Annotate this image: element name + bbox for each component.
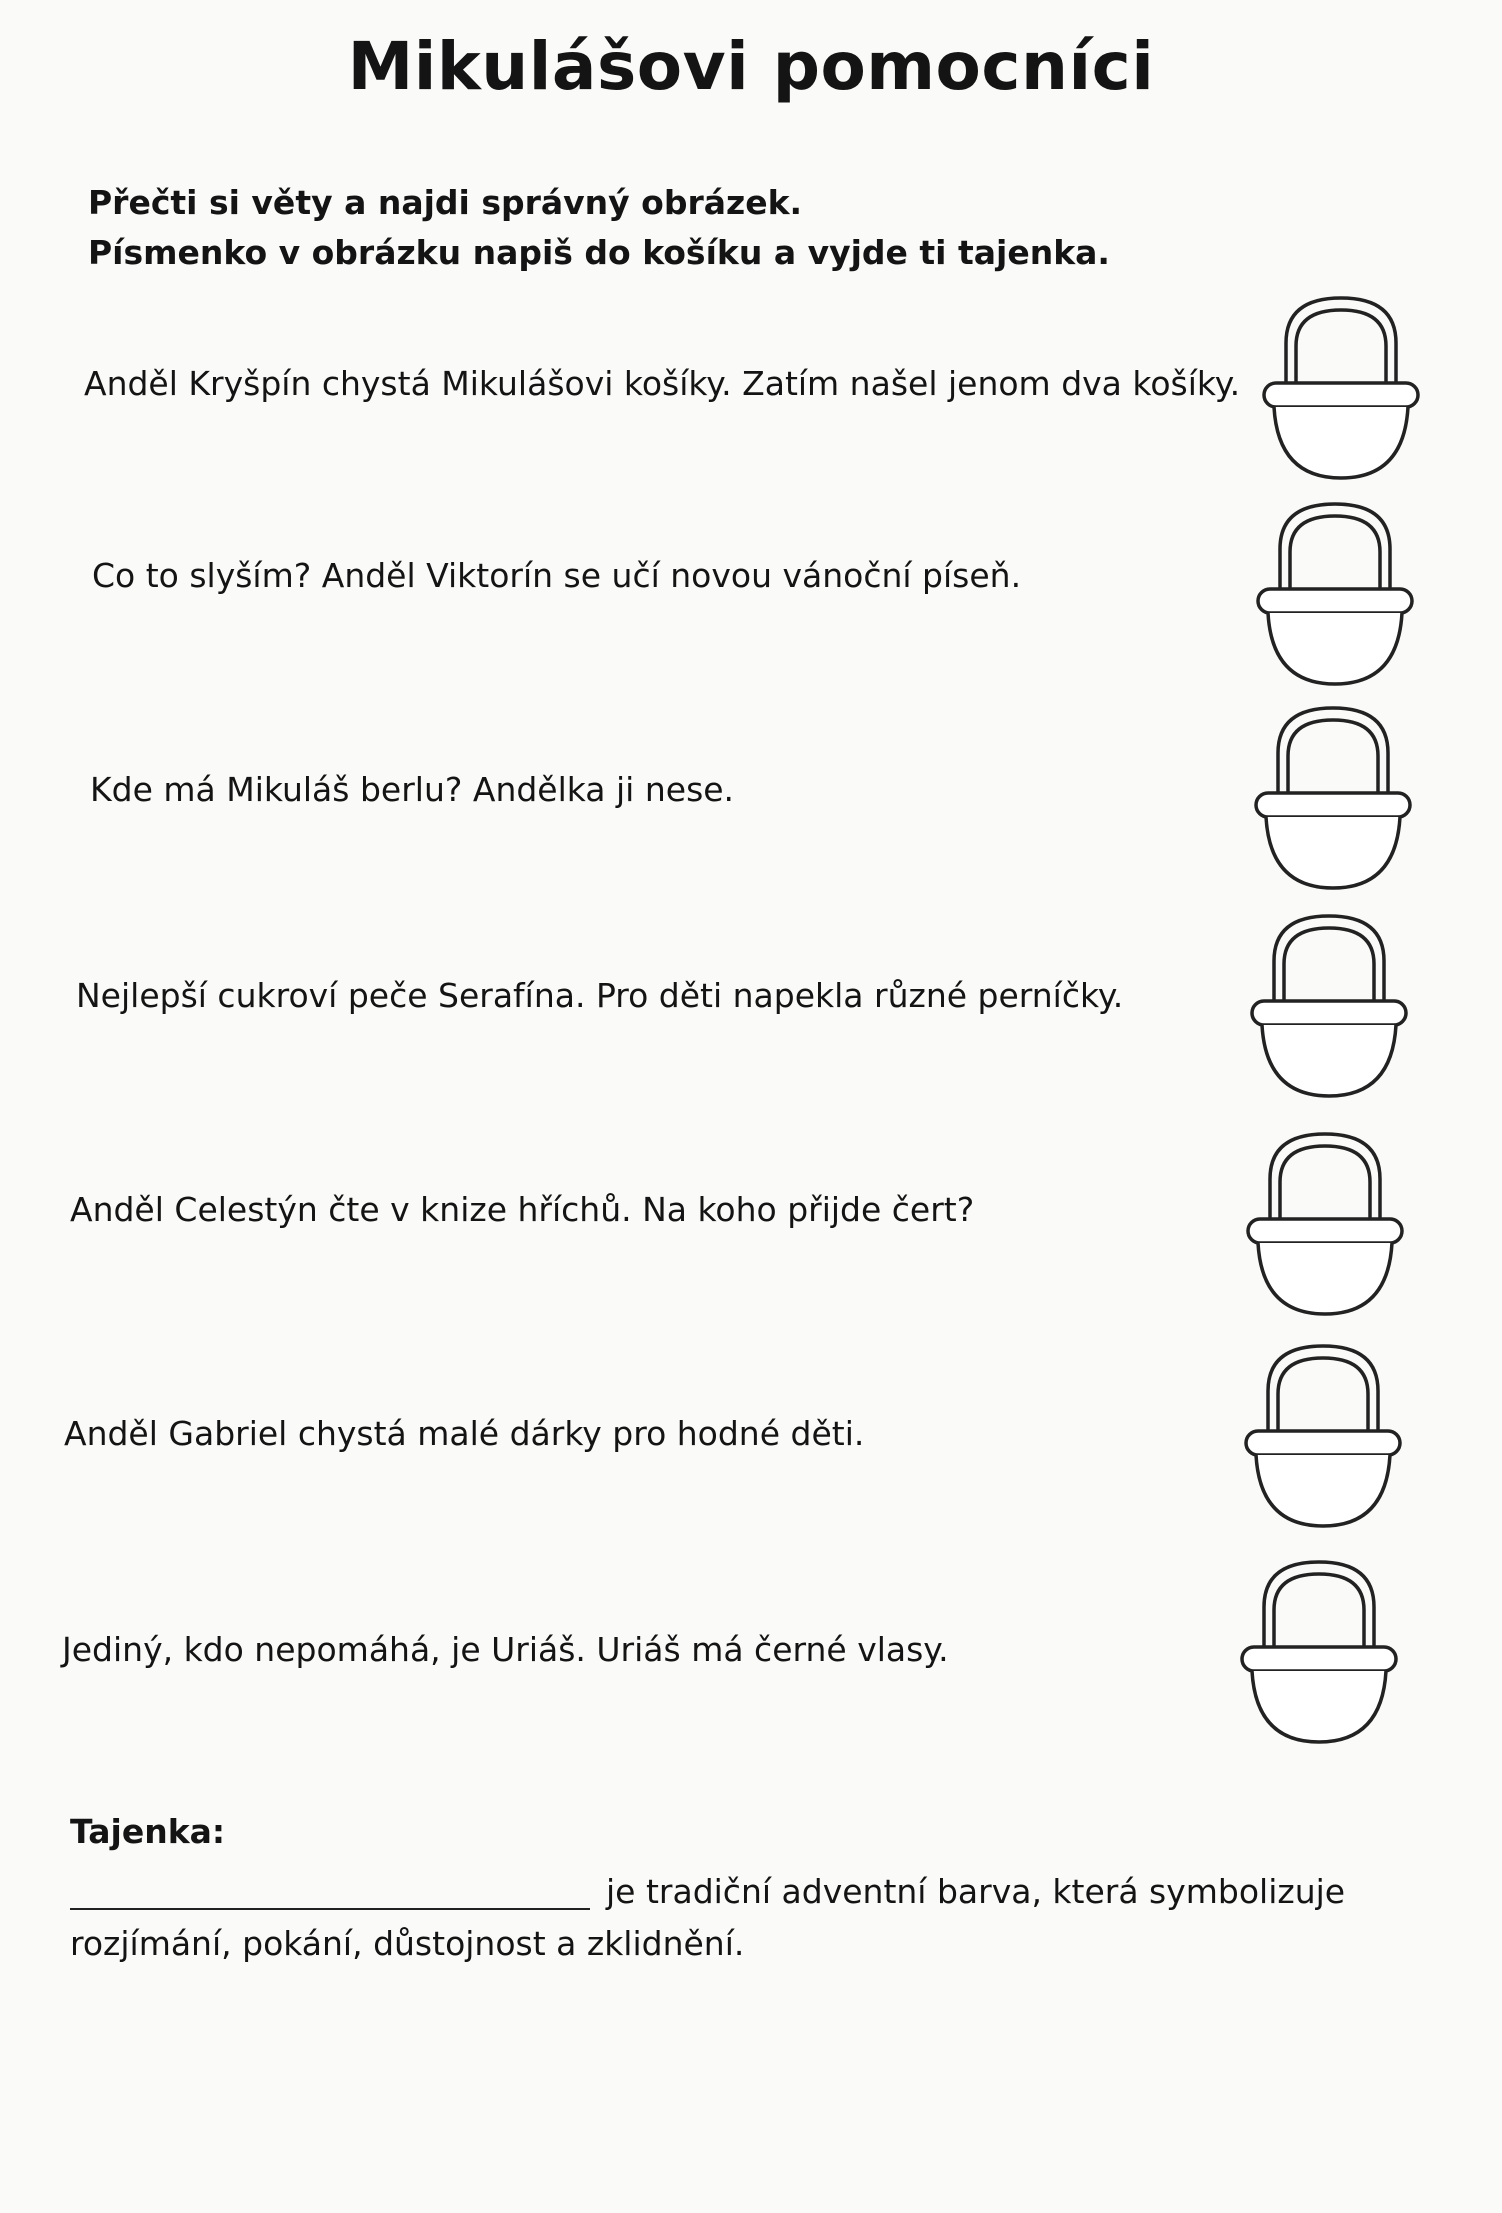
tajenka-answer-line[interactable] <box>70 1908 590 1910</box>
instructions <box>88 178 1110 278</box>
basket-6[interactable] <box>1238 1336 1408 1536</box>
basket-icon <box>1256 288 1426 488</box>
tajenka-text-line-1: je tradiční adventní barva, která symbolizuje <box>606 1872 1346 1911</box>
tajenka-text-line-2: rozjímání, pokání, důstojnost a zklidnění. <box>70 1924 745 1963</box>
instruction-line-2: Písmenko v obrázku napiš do košíku a vyjde ti tajenka. <box>88 233 1110 272</box>
basket-icon <box>1248 698 1418 898</box>
tajenka-label: Tajenka: <box>70 1812 226 1851</box>
basket-icon <box>1238 1336 1408 1536</box>
basket-icon <box>1234 1552 1404 1752</box>
basket-7[interactable] <box>1234 1552 1404 1752</box>
basket-icon <box>1240 1124 1410 1324</box>
instruction-line-1: Přečti si věty a najdi správný obrázek. <box>88 183 803 222</box>
basket-3[interactable] <box>1248 698 1418 898</box>
basket-1[interactable] <box>1256 288 1426 488</box>
basket-2[interactable] <box>1250 494 1420 694</box>
sentence-3: Kde má Mikuláš berlu? Andělka ji nese. <box>90 770 735 809</box>
sentence-6: Anděl Gabriel chystá malé dárky pro hodné děti. <box>64 1414 865 1453</box>
basket-4[interactable] <box>1244 906 1414 1106</box>
basket-icon <box>1250 494 1420 694</box>
basket-icon <box>1244 906 1414 1106</box>
basket-5[interactable] <box>1240 1124 1410 1324</box>
sentence-2: Co to slyším? Anděl Viktorín se učí novou vánoční píseň. <box>92 556 1022 595</box>
sentence-5: Anděl Celestýn čte v knize hříchů. Na koho přijde čert? <box>70 1190 975 1229</box>
sentence-1: Anděl Kryšpín chystá Mikulášovi košíky. Zatím našel jenom dva košíky. <box>84 364 1241 403</box>
page-title: Mikulášovi pomocníci <box>347 28 1155 105</box>
sentence-4: Nejlepší cukroví peče Serafína. Pro děti napekla různé perníčky. <box>76 976 1124 1015</box>
sentence-7: Jediný, kdo nepomáhá, je Uriáš. Uriáš má černé vlasy. <box>62 1630 949 1669</box>
